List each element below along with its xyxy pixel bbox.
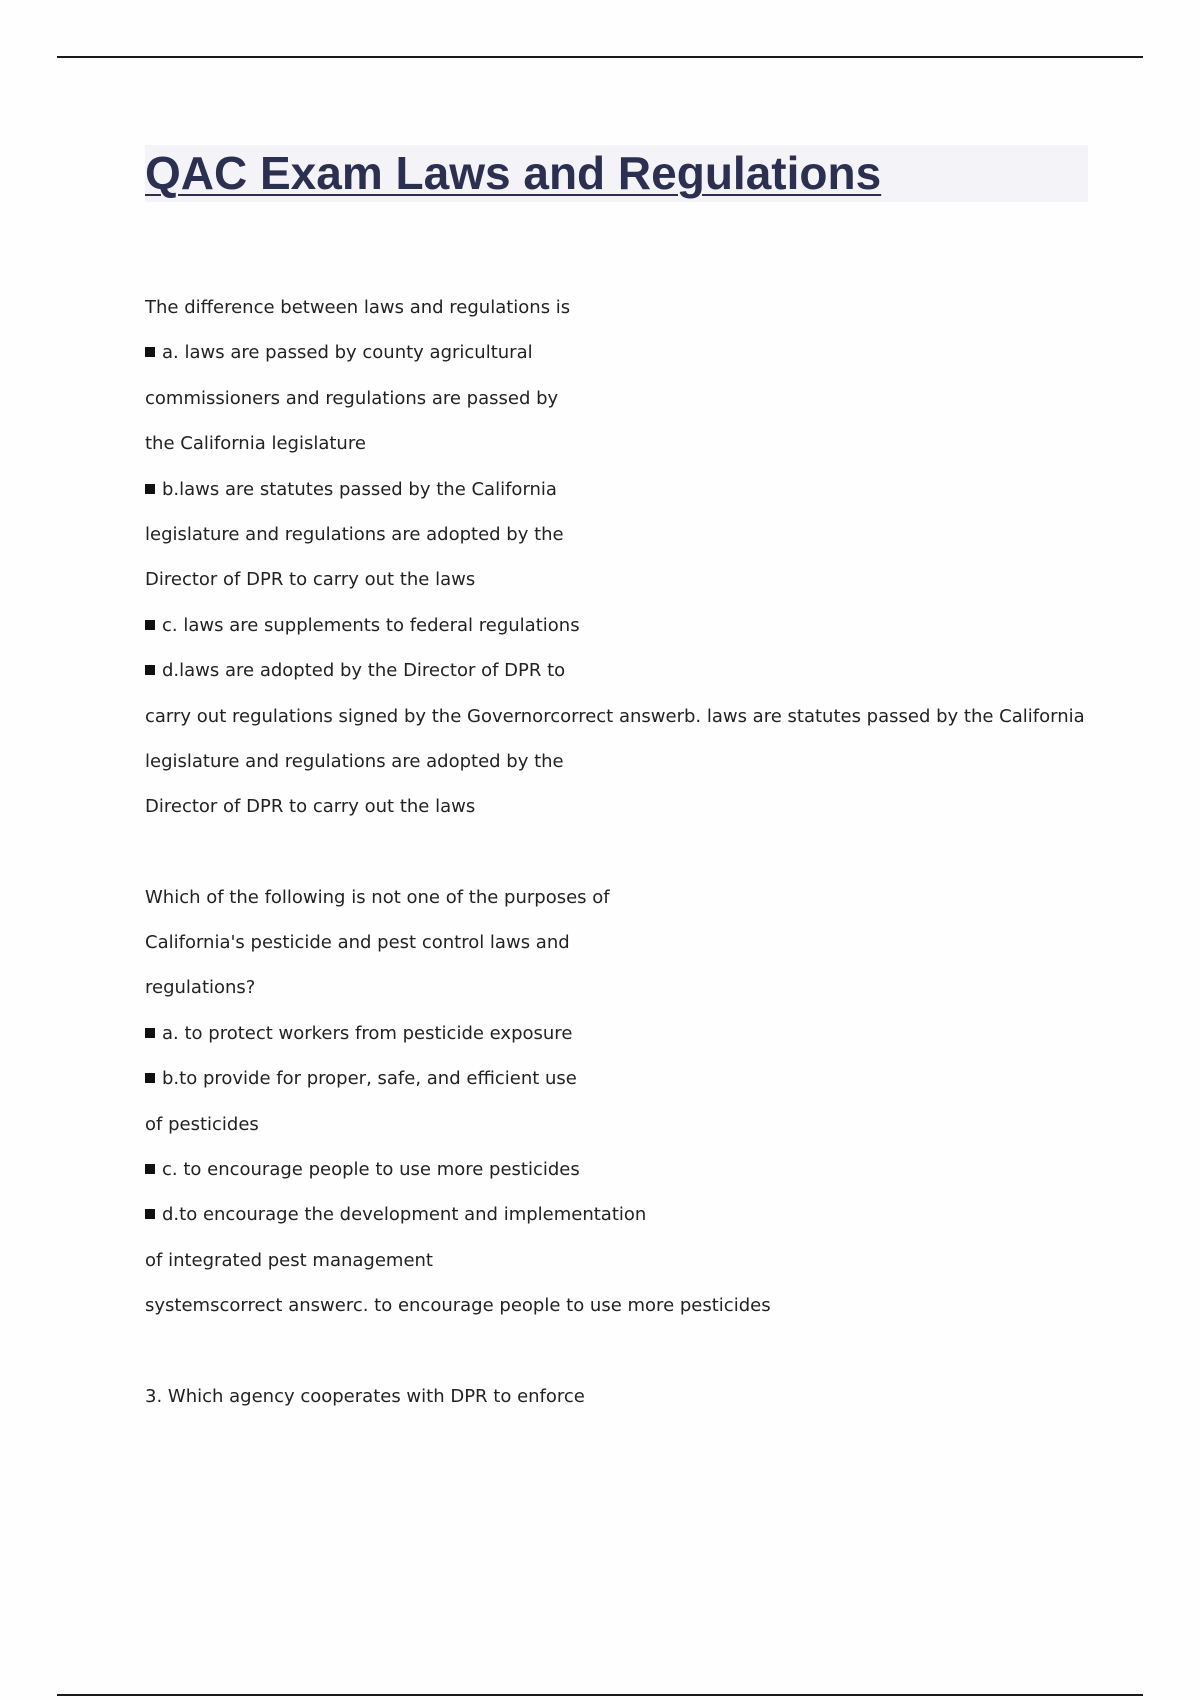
- line-text: c. to encourage people to use more pesticides: [162, 1159, 580, 1181]
- answer-option-line: [145, 1147, 1145, 1192]
- line-text: commissioners and regulations are passed by: [145, 387, 559, 409]
- line-text: legislature and regulations are adopted by the: [145, 750, 564, 772]
- line-text: d.to encourage the development and implementation: [162, 1204, 647, 1226]
- question-block: [145, 1374, 1145, 1419]
- question-block: [145, 285, 1145, 830]
- line-text: the California legislature: [145, 433, 366, 455]
- answer-option-line: [145, 1011, 1145, 1056]
- text-line: [145, 875, 1145, 920]
- line-text: of pesticides: [145, 1113, 259, 1135]
- answer-option-line: [145, 1192, 1145, 1237]
- bottom-rule: [57, 1694, 1143, 1696]
- text-line: [145, 1374, 1145, 1419]
- text-line: [145, 421, 1145, 466]
- line-text: legislature and regulations are adopted by the: [145, 523, 564, 545]
- answer-option-line: [145, 603, 1145, 648]
- answer-option-line: [145, 648, 1145, 693]
- line-text: a. laws are passed by county agricultural: [162, 342, 533, 364]
- square-bullet-icon: [145, 665, 155, 675]
- line-text: b.to provide for proper, safe, and efficient use: [162, 1068, 577, 1090]
- text-line: [145, 512, 1145, 557]
- document-title: QAC Exam Laws and Regulations: [145, 147, 882, 199]
- square-bullet-icon: [145, 1073, 155, 1083]
- answer-option-line: [145, 330, 1145, 375]
- document-body: [145, 285, 1145, 1464]
- text-line: [145, 694, 1145, 739]
- square-bullet-icon: [145, 1164, 155, 1174]
- line-text: 3. Which agency cooperates with DPR to enforce: [145, 1385, 585, 1407]
- square-bullet-icon: [145, 1209, 155, 1219]
- text-line: [145, 920, 1145, 965]
- text-line: [145, 557, 1145, 602]
- question-block: [145, 875, 1145, 1329]
- text-line: [145, 376, 1145, 421]
- line-text: of integrated pest management: [145, 1249, 433, 1271]
- square-bullet-icon: [145, 347, 155, 357]
- square-bullet-icon: [145, 620, 155, 630]
- text-line: [145, 739, 1145, 784]
- line-text: Director of DPR to carry out the laws: [145, 569, 476, 591]
- answer-option-line: [145, 467, 1145, 512]
- text-line: [145, 1102, 1145, 1147]
- text-line: [145, 1283, 1145, 1328]
- text-line: [145, 784, 1145, 829]
- line-text: Which of the following is not one of the purposes of: [145, 886, 610, 908]
- square-bullet-icon: [145, 484, 155, 494]
- line-text: b.laws are statutes passed by the California: [162, 478, 557, 500]
- square-bullet-icon: [145, 1028, 155, 1038]
- line-text: carry out regulations signed by the Governorcorrect answerb. laws are statutes passed by the California: [145, 705, 1085, 727]
- line-text: regulations?: [145, 977, 256, 999]
- text-line: [145, 1238, 1145, 1283]
- line-text: c. laws are supplements to federal regulations: [162, 614, 580, 636]
- text-line: [145, 285, 1145, 330]
- line-text: systemscorrect answerc. to encourage people to use more pesticides: [145, 1295, 771, 1317]
- text-line: [145, 965, 1145, 1010]
- line-text: Director of DPR to carry out the laws: [145, 796, 476, 818]
- answer-option-line: [145, 1056, 1145, 1101]
- line-text: The difference between laws and regulations is: [145, 297, 571, 318]
- line-text: d.laws are adopted by the Director of DPR to: [162, 660, 566, 682]
- top-rule: [57, 56, 1143, 58]
- line-text: a. to protect workers from pesticide exposure: [162, 1022, 573, 1044]
- line-text: California's pesticide and pest control laws and: [145, 932, 570, 954]
